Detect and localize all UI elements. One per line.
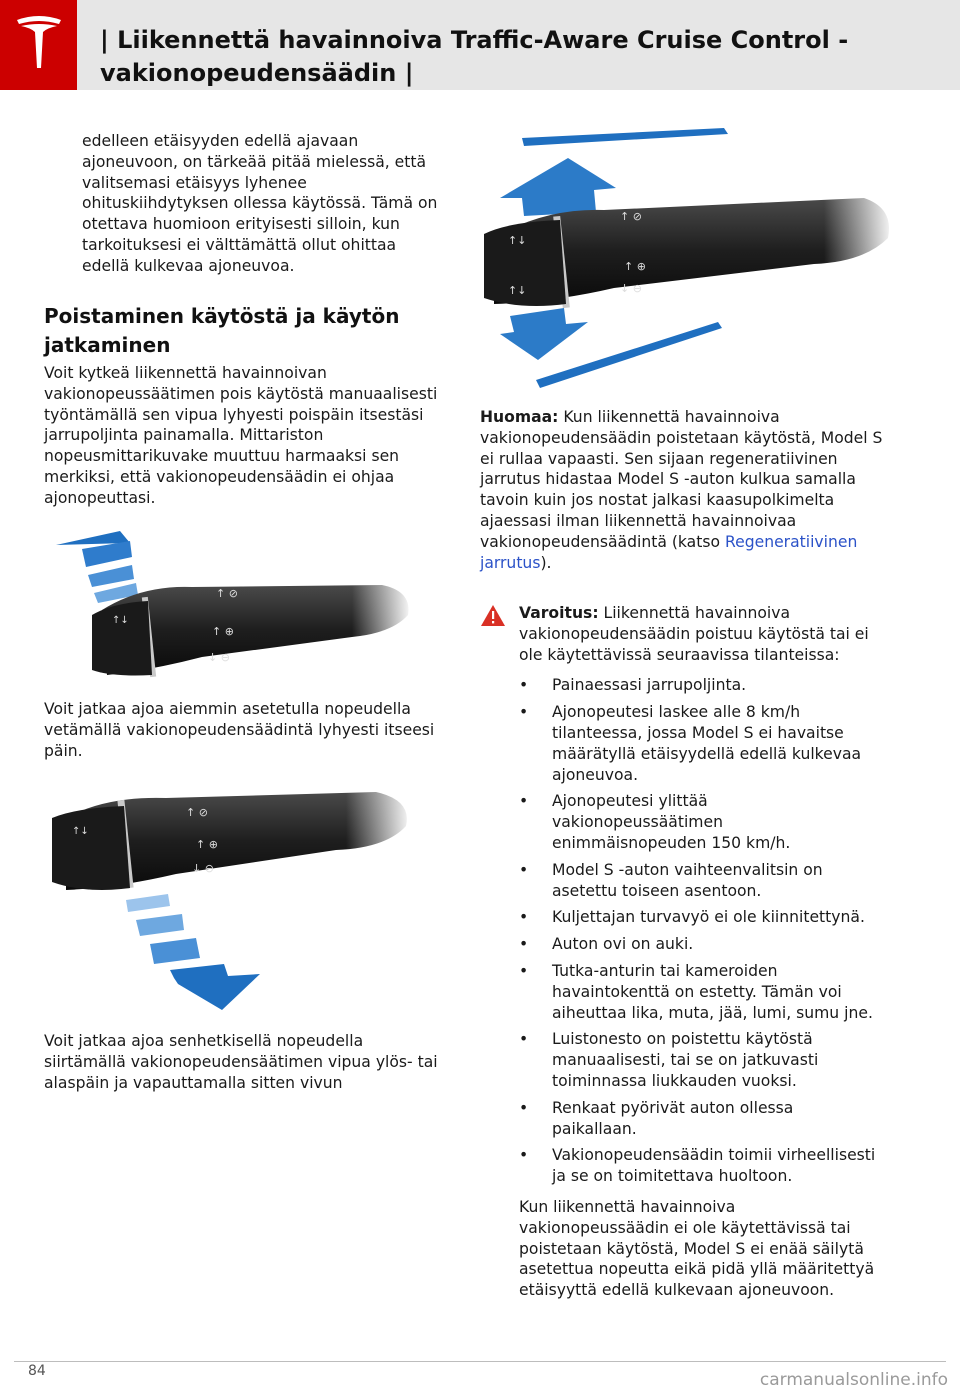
cancel-paragraph-block	[44, 363, 444, 509]
list-item: • Luistonesto on poistettu käytöstä manuaalisesti, tai se on jatkuvasti toiminnassa liukkauden vuoksi.	[519, 1030, 819, 1090]
svg-text:↑↓: ↑↓	[112, 615, 129, 626]
note-end: ).	[540, 553, 552, 572]
svg-text:↑↓: ↑↓	[508, 284, 527, 297]
svg-text:↑↓: ↑↓	[508, 234, 527, 247]
svg-text:↑ ⊘: ↑ ⊘	[620, 210, 642, 223]
stalk-push-away-illustration	[52, 525, 412, 685]
page-title-line2: vakionopeudensäädin |	[100, 59, 414, 87]
svg-text:↑ ⊘: ↑ ⊘	[186, 806, 208, 819]
warning-text: Liikennettä havainnoiva vakionopeudensäädin poistuu käytöstä tai ei ole käytettävissä seuraavissa tilanteissa:	[519, 604, 869, 664]
stalk-pull-toward-illustration	[46, 778, 412, 1018]
section-heading: Poistaminen käytöstä ja käytön jatkaminen	[44, 304, 400, 357]
svg-text:↑ ⊕: ↑ ⊕	[196, 838, 218, 851]
svg-text:↓ ⊖: ↓ ⊖	[208, 651, 230, 664]
list-item: • Vakionopeudensäädin toimii virheellisesti ja se on toimitettava huoltoon.	[519, 1146, 876, 1186]
tesla-logo	[0, 0, 77, 90]
intro-paragraph: edelleen etäisyyden edellä ajavaan ajoneuvoon, on tärkeää pitää mielessä, että valitsemasi etäisyys lyhenee ohituskiihdytyksen ollessa käytössä. Tämä on otettava huomioon erityisesti silloin, kun tarkoituksesi ei välttämättä ollut ohittaa edellä kulkevaa ajoneuvoa.	[82, 132, 438, 275]
warning-paragraph	[519, 603, 879, 665]
warning-block	[519, 603, 879, 1301]
arrow-up-icon	[56, 531, 138, 603]
note-text: Kun liikennettä havainnoiva vakionopeudensäädin poistetaan käytöstä, Model S ei rullaa vapaasti. Sen sijaan regeneratiivinen jarrutus hidastaa Model S -auton kulkua samalla tavoin kuin jos nostat jalkasi kaasupolkimelta ajaessasi ilman liikennettä havainnoivaa vakionopeudensäädintä (katso	[480, 408, 883, 551]
list-item: • Painaessasi jarrupoljinta.	[519, 676, 747, 695]
watermark: carmanualsonline.info	[759, 1370, 948, 1390]
note-label: Huomaa:	[480, 408, 559, 426]
footer-divider	[14, 1361, 946, 1362]
page-header	[0, 0, 960, 90]
svg-text:↑ ⊕: ↑ ⊕	[624, 260, 646, 273]
list-item: • Renkaat pyörivät auton ollessa paikallaan.	[519, 1098, 794, 1138]
list-item: • Ajonopeutesi laskee alle 8 km/h tilanteessa, jossa Model S ei havaitse määrätyllä etäisyydellä edellä kulkevaa ajoneuvoa.	[519, 703, 862, 784]
note-paragraph	[480, 407, 890, 573]
top-guide-line	[522, 128, 728, 146]
adjust-speed-paragraph-block	[44, 1031, 444, 1093]
resume-paragraph-block	[44, 699, 444, 761]
stalk-up-down-illustration	[484, 128, 894, 392]
warning-label: Varoitus:	[519, 604, 599, 622]
arrow-down-icon	[500, 308, 588, 360]
warning-icon	[480, 604, 506, 627]
list-item: • Tutka-anturin tai kameroiden havaintokenttä on estetty. Tämän voi aiheuttaa lika, muta, jää, lumi, sumu jne.	[519, 961, 873, 1022]
resume-paragraph: Voit jatkaa ajoa aiemmin asetetulla nopeudella vetämällä vakionopeudensäädintä lyhyesti itseesi päin.	[44, 700, 435, 760]
list-item: • Model S -auton vaihteenvalitsin on asetettu toiseen asentoon.	[519, 860, 823, 900]
svg-text:↑ ⊘: ↑ ⊘	[216, 587, 238, 600]
svg-text:↓ ⊖: ↓ ⊖	[620, 282, 642, 295]
svg-text:↑ ⊕: ↑ ⊕	[212, 625, 234, 638]
closing-paragraph: Kun liikennettä havainnoiva vakionopeussäädin ei ole käytettävissä tai poistetaan käytöstä, Model S ei enää säilytä asetettua nopeutta eikä pidä yllä määritettyä etäisyyttä edellä kulkevaan ajoneuvoon.	[519, 1197, 875, 1300]
intro-paragraph-block	[82, 131, 442, 277]
cancel-paragraph: Voit kytkeä liikennettä havainnoivan vakionopeussäätimen pois käytöstä manuaalisesti työntämällä sen vipua lyhyesti poispäin itsestäsi jarrupoljinta painamalla. Mittariston nopeusmittarikuvake muuttuu harmaaksi sen merkiksi, että vakionopeudensäädin ei ohjaa ajonopeuttasi.	[44, 364, 438, 507]
list-item: • Ajonopeutesi ylittää vakionopeussäätimen enimmäisnopeuden 150 km/h.	[519, 792, 791, 852]
regenerative-braking-link[interactable]: Regeneratiivinen jarrutus	[480, 532, 858, 572]
warning-list	[519, 675, 879, 1187]
note-block	[480, 407, 890, 573]
adjust-speed-paragraph: Voit jatkaa ajoa senhetkisellä nopeudella siirtämällä vakionopeudensäätimen vipua ylös- tai alaspäin ja vapauttamalla sitten vivun	[44, 1032, 438, 1092]
arrow-up-icon	[500, 158, 616, 216]
arrow-down-icon	[126, 894, 260, 1010]
tesla-t-icon	[13, 14, 65, 70]
list-item: • Kuljettajan turvavyö ei ole kiinnitettynä.	[519, 908, 865, 927]
page-title	[100, 24, 920, 90]
svg-text:↓ ⊖: ↓ ⊖	[192, 862, 214, 875]
section-heading-block	[44, 302, 444, 360]
page-title-line1: | Liikennettä havainnoiva Traffic-Aware Cruise Control -	[100, 26, 849, 54]
svg-text:↑↓: ↑↓	[72, 826, 89, 837]
page-number: 84	[28, 1363, 46, 1379]
list-item: • Auton ovi on auki.	[519, 935, 694, 954]
